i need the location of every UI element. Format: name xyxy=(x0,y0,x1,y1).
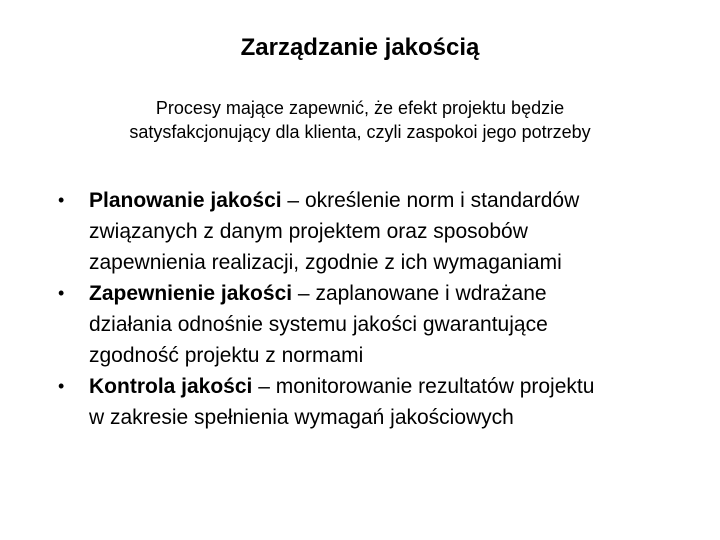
bullet-line xyxy=(89,278,698,309)
bullet-text: – określenie norm i standardów xyxy=(281,189,580,212)
bullet-list xyxy=(58,185,698,433)
bullet-line: zgodność projektu z normami xyxy=(89,344,364,367)
bullet-line: związanych z danym projektem oraz sposobów xyxy=(89,220,528,243)
slide-subtitle xyxy=(60,96,660,144)
bullet-line: działania odnośnie systemu jakości gwarantujące xyxy=(89,313,548,336)
subtitle-line: Procesy mające zapewnić, że efekt projektu będzie xyxy=(155,98,565,118)
bullet-item-kontrola xyxy=(58,371,698,433)
bullet-term: Kontrola jakości xyxy=(89,375,253,398)
bullet-line: w zakresie spełnienia wymagań jakościowych xyxy=(89,406,514,429)
slide-title: Zarządzanie jakością xyxy=(240,34,480,61)
bullet-icon: • xyxy=(58,283,65,303)
bullet-term: Zapewnienie jakości xyxy=(89,282,293,305)
bullet-item-planowanie xyxy=(58,185,698,278)
bullet-line xyxy=(89,371,698,402)
bullet-icon: • xyxy=(58,376,65,396)
bullet-line xyxy=(89,185,698,216)
subtitle-line: satysfakcjonujący dla klienta, czyli zaspokoi jego potrzeby xyxy=(129,122,591,142)
bullet-item-zapewnienie xyxy=(58,278,698,371)
bullet-line: zapewnienia realizacji, zgodnie z ich wymaganiami xyxy=(89,251,562,274)
bullet-text: – zaplanowane i wdrażane xyxy=(292,282,547,305)
bullet-text: – monitorowanie rezultatów projektu xyxy=(252,375,595,398)
bullet-term: Planowanie jakości xyxy=(89,189,282,212)
bullet-icon: • xyxy=(58,190,65,210)
